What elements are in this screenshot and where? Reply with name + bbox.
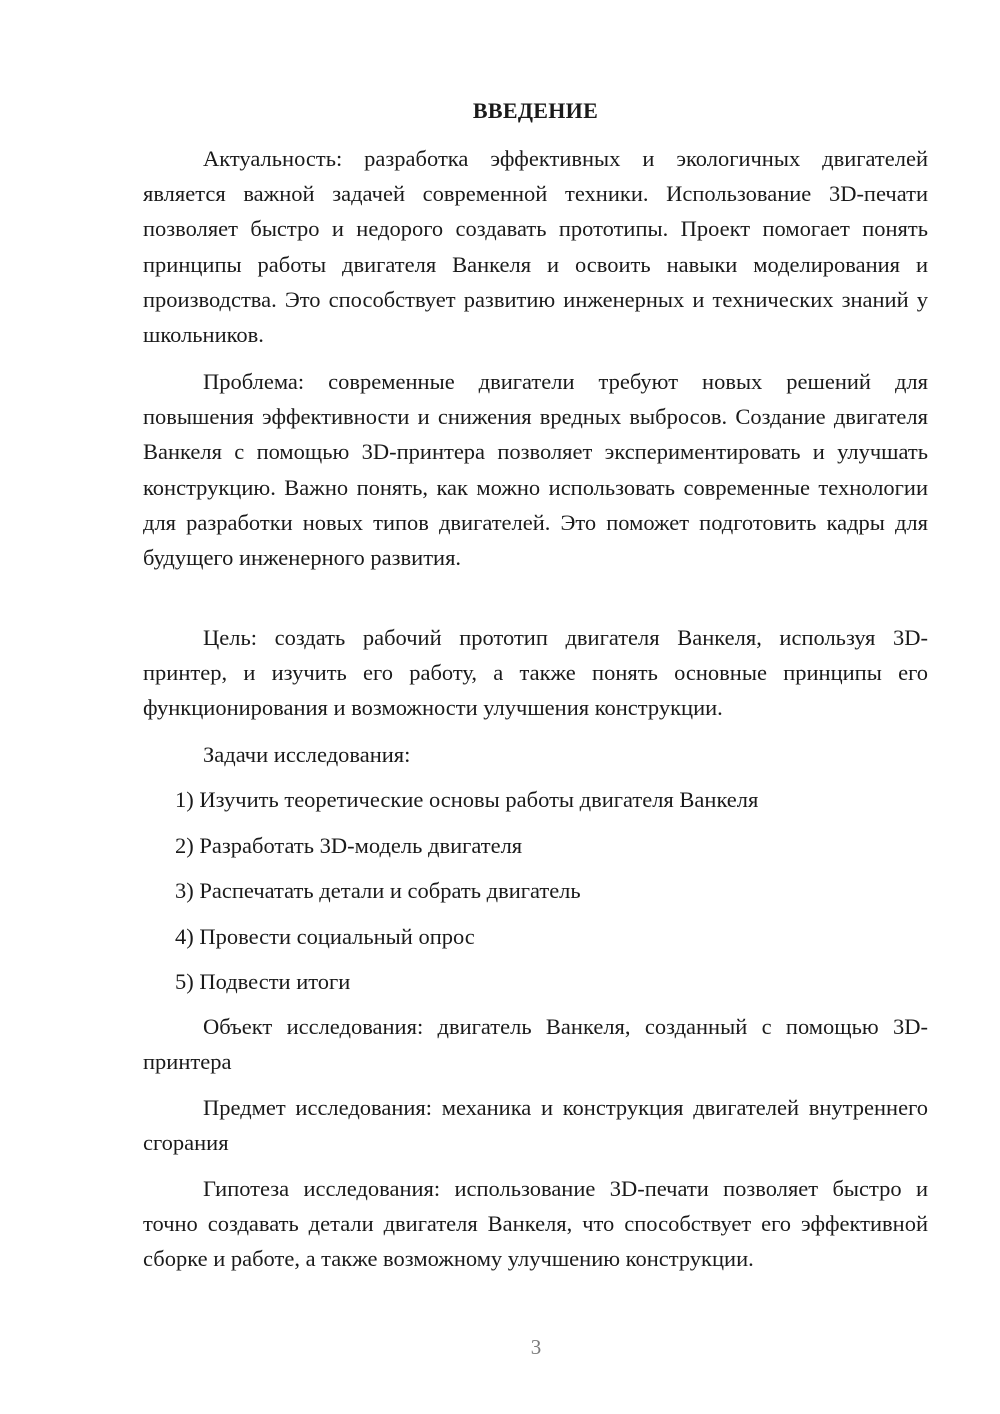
list-item: 5) Подвести итоги — [175, 969, 351, 994]
paragraph-subject: Предмет исследования: механика и конструкция двигателей внутреннего сгорания — [143, 1095, 928, 1156]
page-number: 3 — [530, 1335, 542, 1359]
paragraph-hypothesis: Гипотеза исследования: использование 3D-печати позволяет быстро и точно создавать детали двигателя Ванкеля, что способствует его эффективной сборке и работе, а также возможному улучшению конструкции. — [143, 1176, 928, 1272]
list-item: 2) Разработать 3D-модель двигателя — [175, 833, 523, 858]
list-item: 3) Распечатать детали и собрать двигатель — [175, 878, 581, 903]
page-title: ВВЕДЕНИЕ — [472, 98, 599, 123]
paragraph-goal: Цель: создать рабочий прототип двигателя Ванкеля, используя 3D-принтер, и изучить его работу, а также понять основные принципы его функционирования и возможности улучшения конструкции. — [143, 625, 928, 721]
paragraph-relevance: Актуальность: разработка эффективных и экологичных двигателей является важной задачей современной техники. Использование 3D-печати позволяет быстро и недорого создавать прототипы. Проект помогает понять принципы работы двигателя Ванкеля и освоить навыки моделирования и производства. Это способствует развитию инженерных и технических знаний у школьников. — [143, 146, 928, 348]
list-item: 1) Изучить теоретические основы работы двигателя Ванкеля — [175, 787, 759, 812]
paragraph-problem: Проблема: современные двигатели требуют новых решений для повышения эффективности и снижения вредных выбросов. Создание двигателя Ванкеля с помощью 3D-принтера позволяет экспериментировать и улучшать конструкцию. Важно понять, как можно использовать современные технологии для разработки новых типов двигателей. Это поможет подготовить кадры для будущего инженерного развития. — [143, 369, 928, 571]
paragraph-object: Объект исследования: двигатель Ванкеля, созданный с помощью 3D-принтера — [143, 1014, 928, 1075]
tasks-heading: Задачи исследования: — [203, 742, 411, 767]
list-item: 4) Провести социальный опрос — [175, 924, 475, 949]
